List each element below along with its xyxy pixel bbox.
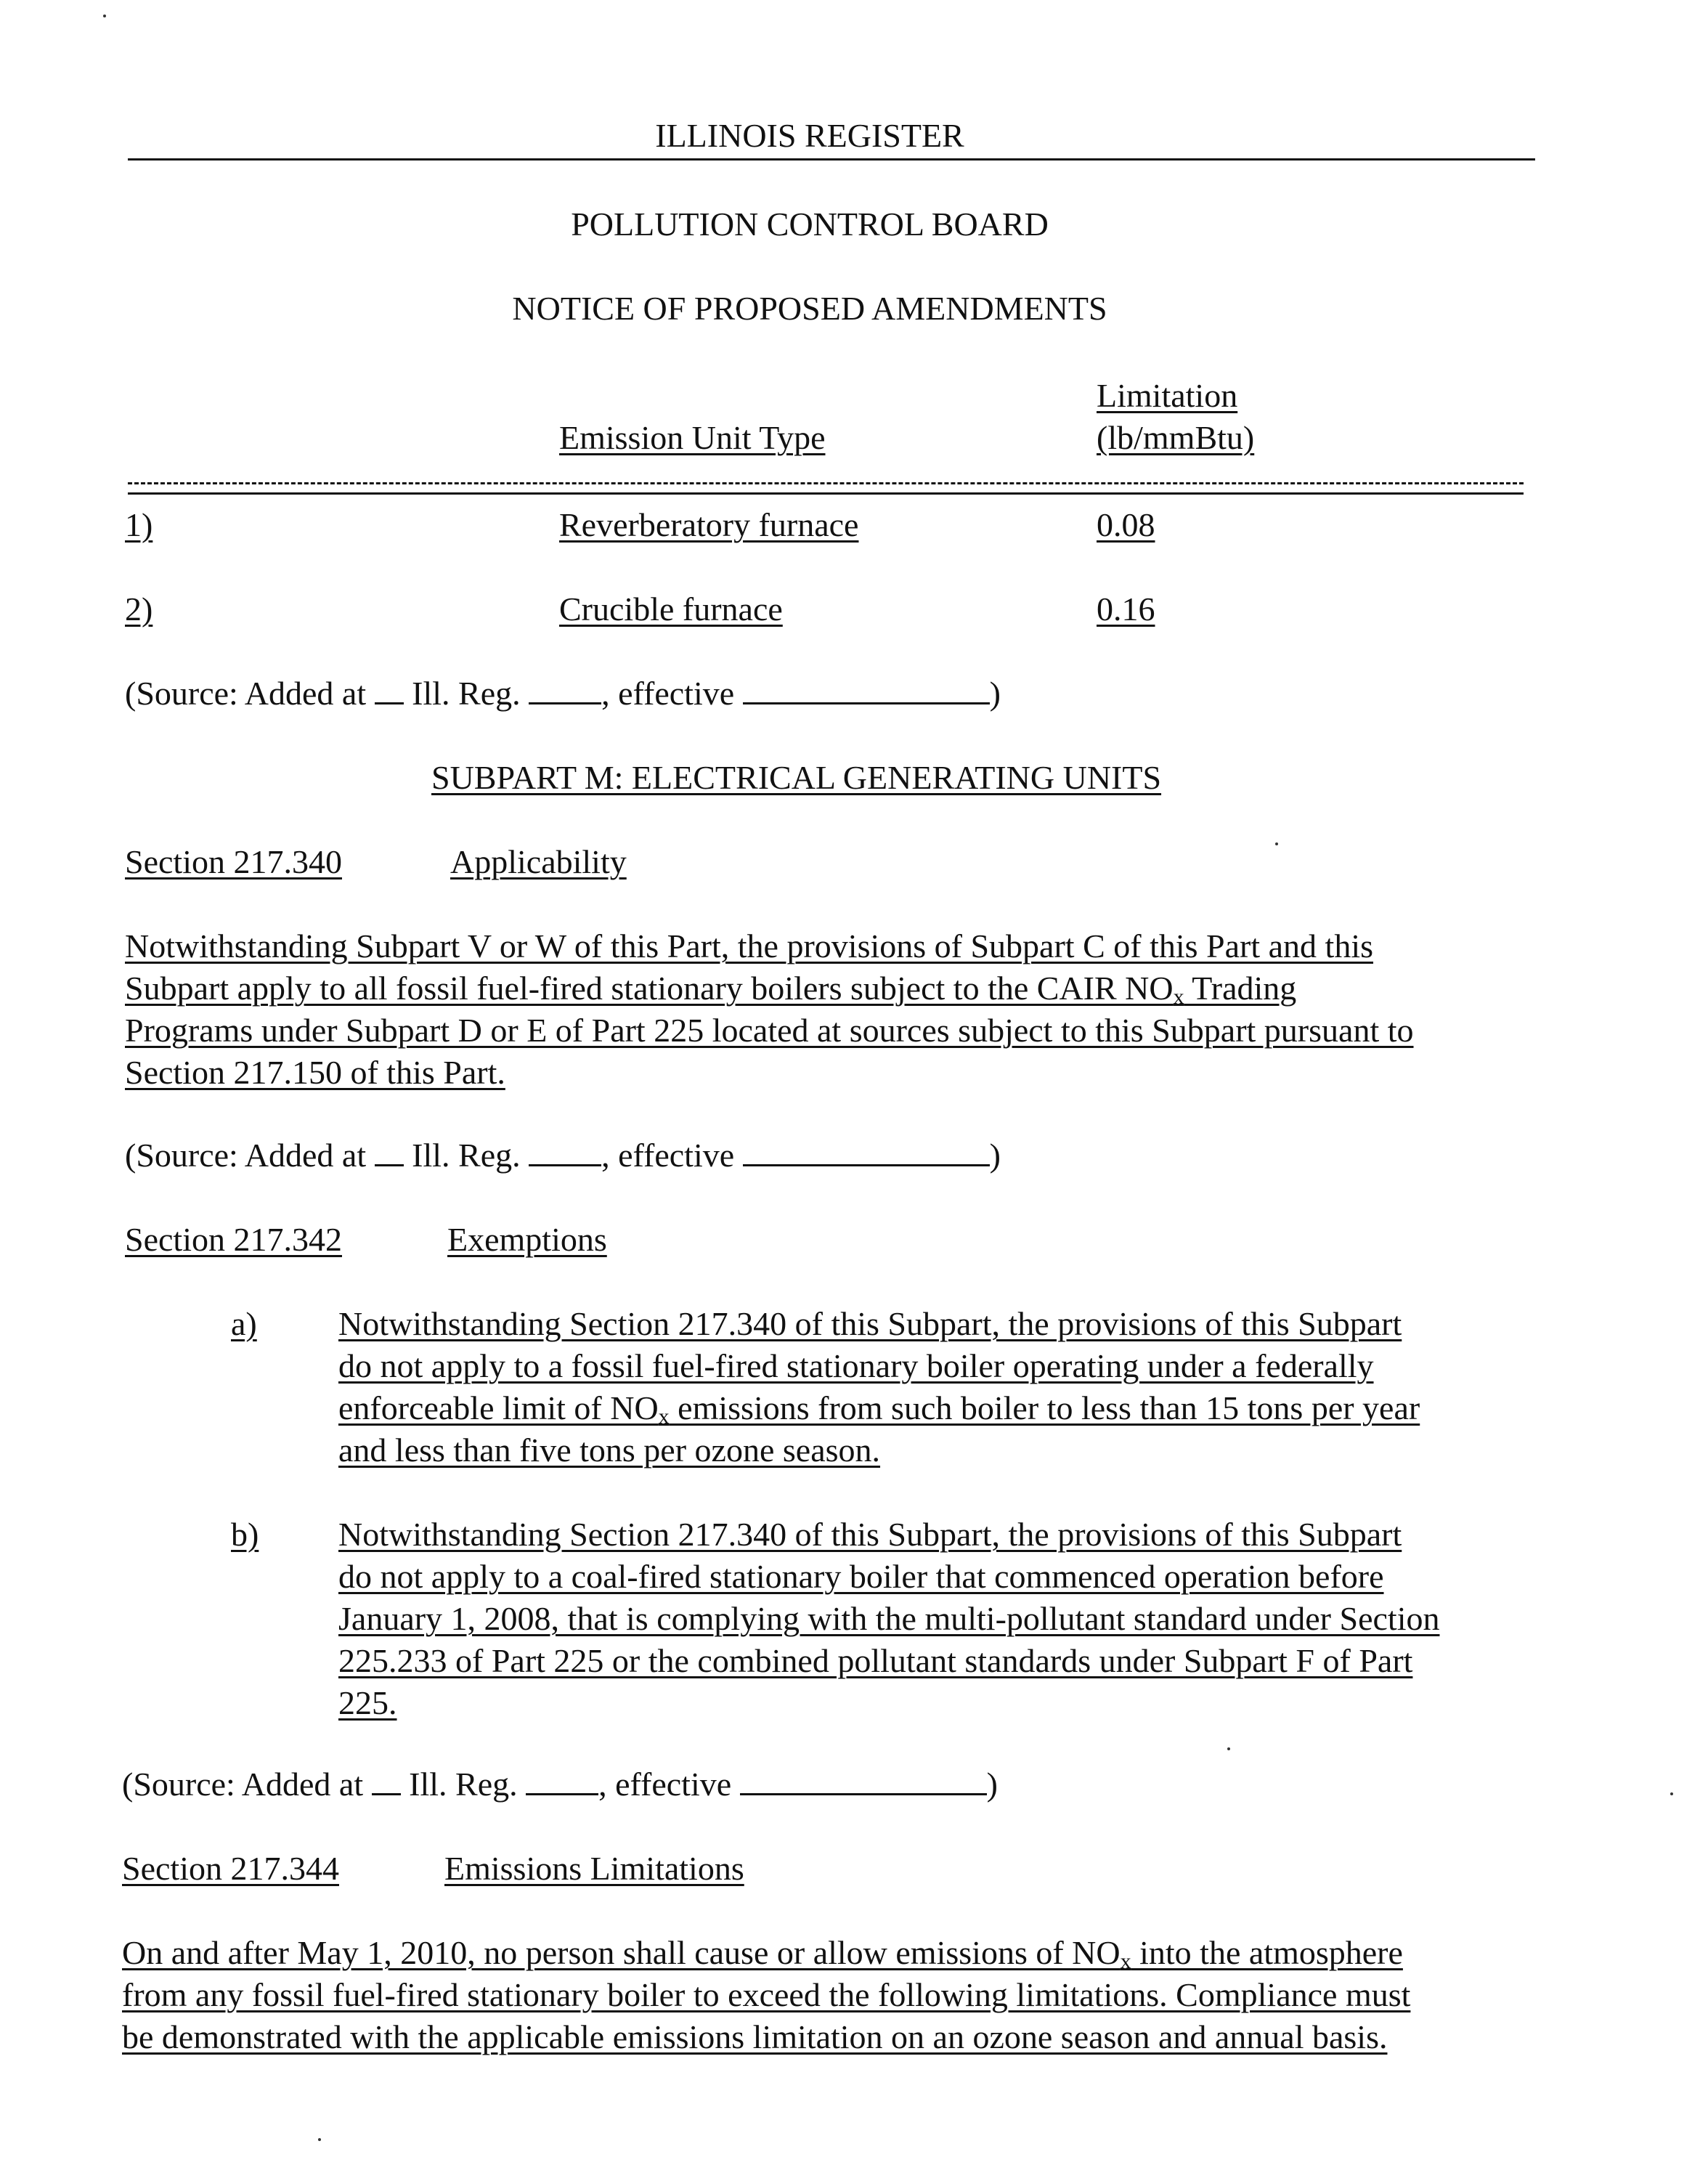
section-342-a-body: Notwithstanding Section 217.340 of this Subpart, the provisions of this Subpart do not apply to a fossil fuel-fired stationary boiler operating under a federally enforceable limit of $NO_x$ emissions from such boiler to less than 15 tons per year and less than five tons per ozone season. xyxy=(338,1305,1420,1469)
limit-header-line1: Limitation xyxy=(1097,377,1238,414)
scan-speck xyxy=(1670,1792,1673,1795)
scan-speck xyxy=(103,15,106,17)
section-340-body: Notwithstanding Subpart V or W of this Part, the provisions of Subpart C of this Part and this Subpart apply to all fossil fuel-fired stationary boilers subject to the CAIR $NO_x$ Trading Programs under Subpart D or E of Part 225 located at sources subject to this Subpart pursuant to Section 217.150 of this Part. xyxy=(125,927,1414,1091)
section-342-a-label: a) xyxy=(231,1305,257,1342)
board-title: POLLUTION CONTROL BOARD xyxy=(571,206,1049,243)
section-340-number: Section 217.340 xyxy=(125,843,342,880)
type-header: Emission Unit Type xyxy=(559,419,826,456)
scan-speck xyxy=(1227,1747,1230,1750)
section-342-title: Exemptions xyxy=(447,1221,607,1258)
table-row-2-limit: 0.16 xyxy=(1097,590,1155,627)
table-row-1-limit: 0.08 xyxy=(1097,506,1155,543)
limit-header-line2: (lb/mmBtu) xyxy=(1097,419,1255,456)
scan-speck xyxy=(1275,842,1278,845)
source-note-2: (Source: Added at Ill. Reg. , effective ) xyxy=(125,1137,1001,1174)
subpart-title: SUBPART M: ELECTRICAL GENERATING UNITS xyxy=(431,759,1162,796)
source-note-1: (Source: Added at Ill. Reg. , effective ) xyxy=(125,675,1001,712)
section-344-body: On and after May 1, 2010, no person shall cause or allow emissions of $NO_x$ into the atmosphere from any fossil fuel-fired stationary boiler to exceed the following limitations. Compliance must be demonstrated with the applicable emissions limitation on an ozone season and annual basis. xyxy=(122,1934,1411,2055)
table-dashed-rule xyxy=(128,482,1524,484)
section-342-b-body: Notwithstanding Section 217.340 of this Subpart, the provisions of this Subpart do not apply to a coal-fired stationary boiler that commenced operation before January 1, 2008, that is complying with the multi-pollutant standard under Section 225.233 of Part 225 or the combined pollutant standards under Subpart F of Part 225. xyxy=(338,1516,1440,1721)
section-340-title: Applicability xyxy=(450,843,627,880)
register-title: ILLINOIS REGISTER xyxy=(655,117,964,154)
table-row-2-type: Crucible furnace xyxy=(559,590,783,627)
scan-speck xyxy=(318,2138,321,2141)
table-solid-rule xyxy=(128,492,1524,495)
table-row-2-num: 2) xyxy=(125,590,153,627)
table-row-1-type: Reverberatory furnace xyxy=(559,506,859,543)
section-344-number: Section 217.344 xyxy=(122,1850,339,1887)
header-rule xyxy=(128,158,1535,161)
notice-title: NOTICE OF PROPOSED AMENDMENTS xyxy=(512,290,1107,327)
section-342-number: Section 217.342 xyxy=(125,1221,342,1258)
section-342-b-label: b) xyxy=(231,1516,259,1553)
source-note-3: (Source: Added at Ill. Reg. , effective ) xyxy=(122,1766,998,1803)
table-row-1-num: 1) xyxy=(125,506,153,543)
section-344-title: Emissions Limitations xyxy=(444,1850,744,1887)
